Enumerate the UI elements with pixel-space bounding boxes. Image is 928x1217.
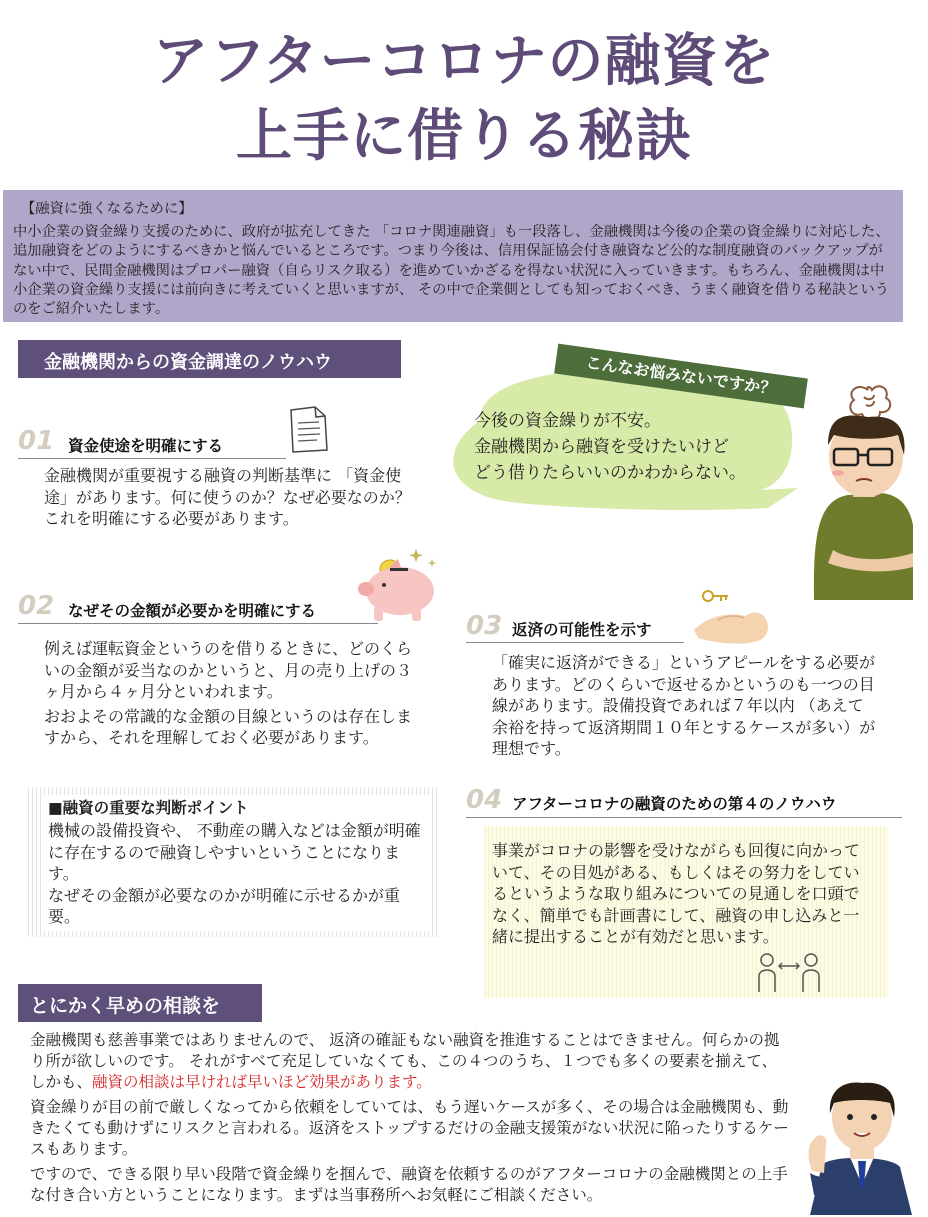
title-line1: アフターコロナの融資を (152, 29, 776, 94)
tip1-divider (18, 458, 286, 459)
intro-box (3, 190, 903, 322)
tip3-number: 03 (466, 611, 503, 641)
tip1-body: 金融機関が重要視する融資の判断基準に 「資金使途」があります。何に使うのか？なぜ必要なのか？これを明確にする必要があります。 (44, 466, 411, 528)
intro-text: 中小企業の資金繰り支援のために、政府が拡充してきた 「コロナ関連融資」も一段落し、金融機関は今後の企業の資金繰りに対応した、追加融資をどのようにするべきかと悩んでいるところです。つまり今後は、信用保証協会付き融資など公的な制度融資のバックアップがない中で、民間金融機関はプロパー融資（自らリスク取る）を進めていかざるを得ない状況に入っていきます。もちろん、金融機関は中小企業の資金繰り支援には前向きに考えていくと思いますが、 その中で企業側としても知っておくべき、うまく融資を借りる秘訣というのをご紹介いたします。 (13, 224, 890, 318)
businessman-illustration (800, 1075, 920, 1215)
tip4-divider (466, 817, 902, 818)
tip2-body-1: 例えば運転資金というのを借りるときに、どのくらいの金額が妥当なのかというと、月の売り上げの３ヶ月から４ヶ月分といわれます。 (44, 639, 413, 701)
tip4-number: 04 (466, 785, 503, 815)
intro-heading: 【融資に強くなるために】 (21, 201, 193, 217)
section2-p3: ですので、できる限り早い段階で資金繰りを掴んで、融資を依頼するのがアフターコロナの金融機関との上手な付き合い方ということになります。まずは当事務所へお気軽にご相談ください。 (30, 1165, 788, 1204)
tip1-title: 資金使途を明確にする (68, 437, 224, 455)
point-body (48, 820, 423, 928)
section2-p1-emphasis: 融資の相談は早ければ早いほど効果があります。 (92, 1073, 432, 1091)
tip3-body: 「確実に返済ができる」というアピールをする必要があります。どのくらいで返せるかというのも一つの目線があります。設備投資であれば７年以内 （あえて余裕を持って返済期間１０年とするケースが多い）が理想です。 (492, 653, 876, 758)
worried-man-illustration (808, 375, 918, 600)
section1-heading: 金融機関からの資金調達のノウハウ (18, 340, 401, 378)
tip2-body (44, 638, 424, 749)
tip4-title: アフターコロナの融資のための第４のノウハウ (512, 795, 837, 813)
hand-key-icon (688, 586, 778, 650)
title-line2: 上手に借りる秘訣 (236, 104, 692, 169)
tip1-number: 01 (18, 426, 55, 456)
tip2-divider (18, 623, 378, 624)
worry-line-1: 今後の資金繰りが不安。 (474, 411, 661, 431)
point-body-2: なぜその金額が必要なのかが明確に示せるかが重要。 (48, 885, 401, 926)
tip2-body-2: おおよその常識的な金額の目線というのは存在しますから、それを理解しておく必要があります。 (44, 706, 413, 747)
piggy-bank-icon (352, 545, 442, 625)
section2-heading: とにかく早めの相談を (18, 984, 262, 1022)
tip2-number: 02 (18, 591, 55, 621)
point-title: ■融資の重要な判断ポイント (48, 799, 249, 817)
worry-text (474, 408, 746, 486)
worry-banner-text: こんなお悩みないですか？ (584, 352, 778, 399)
section2-p1-text: 金融機関も慈善事業ではありませんので、 返済の確証もない融資を推進することはできません。何らかの拠り所が欲しいのです。 それがすべて充足していなくても、この４つのうち、１つでも多くの要素を揃えて、しかも、 (30, 1031, 780, 1091)
document-icon (287, 404, 329, 454)
people-exchange-icon (757, 952, 821, 996)
section2-p2: 資金繰りが目の前で厳しくなってから依頼をしていては、もう遅いケースが多く、その場合は金融機関も、動きたくても動けずにリスクと言われる。返済をストップするだけの金融支援策がない状況に陥ったりするケースもあります。 (30, 1098, 789, 1158)
worry-line-3: どう借りたらいいのかわからない。 (474, 463, 746, 483)
thought-scribble-icon (850, 386, 890, 420)
section2-p1 (30, 1030, 790, 1093)
tip4-body: 事業がコロナの影響を受けながらも回復に向かっていて、その目処がある、もしくはその努力をしているというような取り組みについての見通しを口頭でなく、簡単でも計画書にして、融資の申し込みと一緒に提出することが有効だと思います。 (492, 841, 861, 946)
worry-line-2: 金融機関から融資を受けたいけど (474, 437, 729, 457)
section2-body (30, 1030, 790, 1206)
tip2-title: なぜその金額が必要かを明確にする (68, 602, 317, 620)
tip3-divider (466, 642, 684, 643)
point-body-1: 機械の設備投資や、 不動産の購入などは金額が明確に存在するので融資しやすいということになります。 (48, 821, 421, 883)
tip3-title: 返済の可能性を示す (512, 621, 652, 639)
